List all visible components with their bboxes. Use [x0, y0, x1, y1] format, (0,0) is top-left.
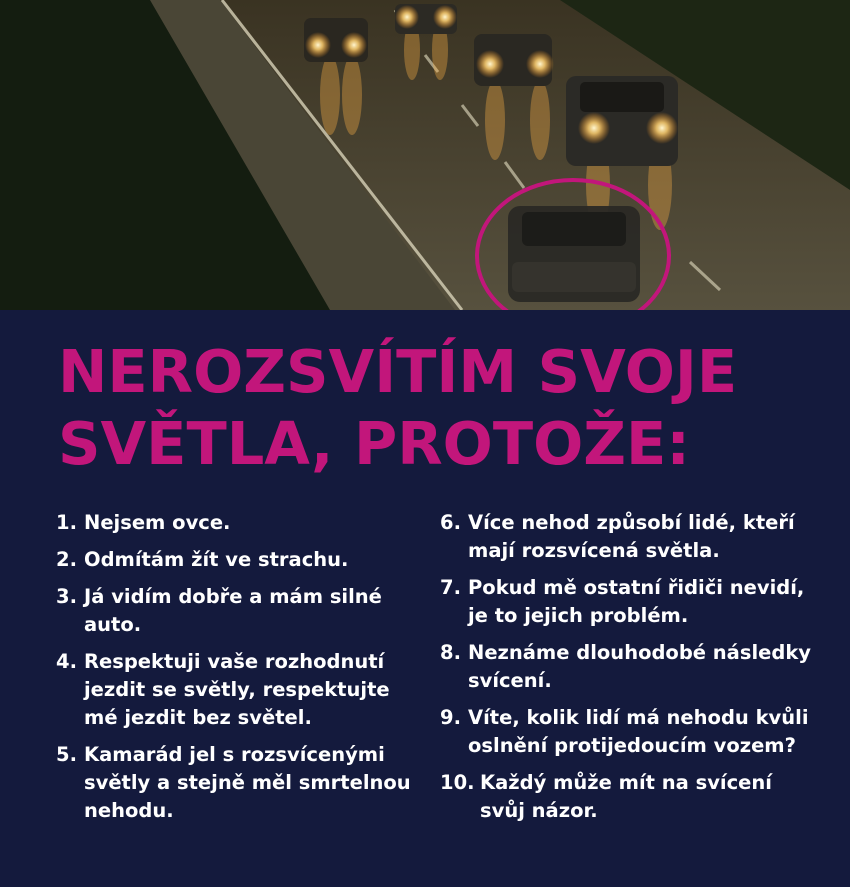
- item-number: 10.: [440, 771, 475, 794]
- headline-line-1: NEROZSVÍTÍM SVOJE: [58, 337, 738, 406]
- highway-night-photo: [0, 0, 850, 310]
- item-text: Neznáme dlouhodobé následky svícení.: [468, 641, 811, 692]
- list-item: [440, 769, 820, 825]
- headline-line-2: SVĚTLA, PROTOŽE:: [58, 409, 690, 478]
- item-text: Každý může mít na svícení svůj názor.: [480, 771, 772, 822]
- list-item: [56, 741, 416, 825]
- list-item: [440, 574, 820, 630]
- headline: [58, 336, 818, 480]
- item-text: Nejsem ovce.: [84, 511, 231, 534]
- list-item: [440, 509, 820, 565]
- reasons-list-right: [440, 509, 820, 834]
- item-number: 8.: [440, 641, 461, 664]
- item-text: Víte, kolik lidí má nehodu kvůli oslnění protijedoucím vozem?: [468, 706, 809, 757]
- item-number: 6.: [440, 511, 461, 534]
- item-text: Více nehod způsobí lidé, kteří mají rozsvícená světla.: [468, 511, 795, 562]
- item-number: 5.: [56, 743, 77, 766]
- item-text: Kamarád jel s rozsvícenými světly a stejně měl smrtelnou nehodu.: [84, 743, 411, 822]
- reasons-list-left: [56, 509, 416, 834]
- item-text: Odmítám žít ve strachu.: [84, 548, 349, 571]
- highway-illustration: [0, 0, 850, 310]
- item-number: 4.: [56, 650, 77, 673]
- item-number: 1.: [56, 511, 77, 534]
- item-number: 9.: [440, 706, 461, 729]
- item-text: Respektuji vaše rozhodnutí jezdit se světly, respektujte mé jezdit bez světel.: [84, 650, 390, 729]
- list-item: [56, 509, 416, 537]
- item-number: 7.: [440, 576, 461, 599]
- list-item: [440, 704, 820, 760]
- item-number: 3.: [56, 585, 77, 608]
- item-text: Já vidím dobře a mám silné auto.: [84, 585, 382, 636]
- list-item: [56, 583, 416, 639]
- list-item: [56, 648, 416, 732]
- list-item: [56, 546, 416, 574]
- list-item: [440, 639, 820, 695]
- item-text: Pokud mě ostatní řidiči nevidí, je to jejich problém.: [468, 576, 805, 627]
- item-number: 2.: [56, 548, 77, 571]
